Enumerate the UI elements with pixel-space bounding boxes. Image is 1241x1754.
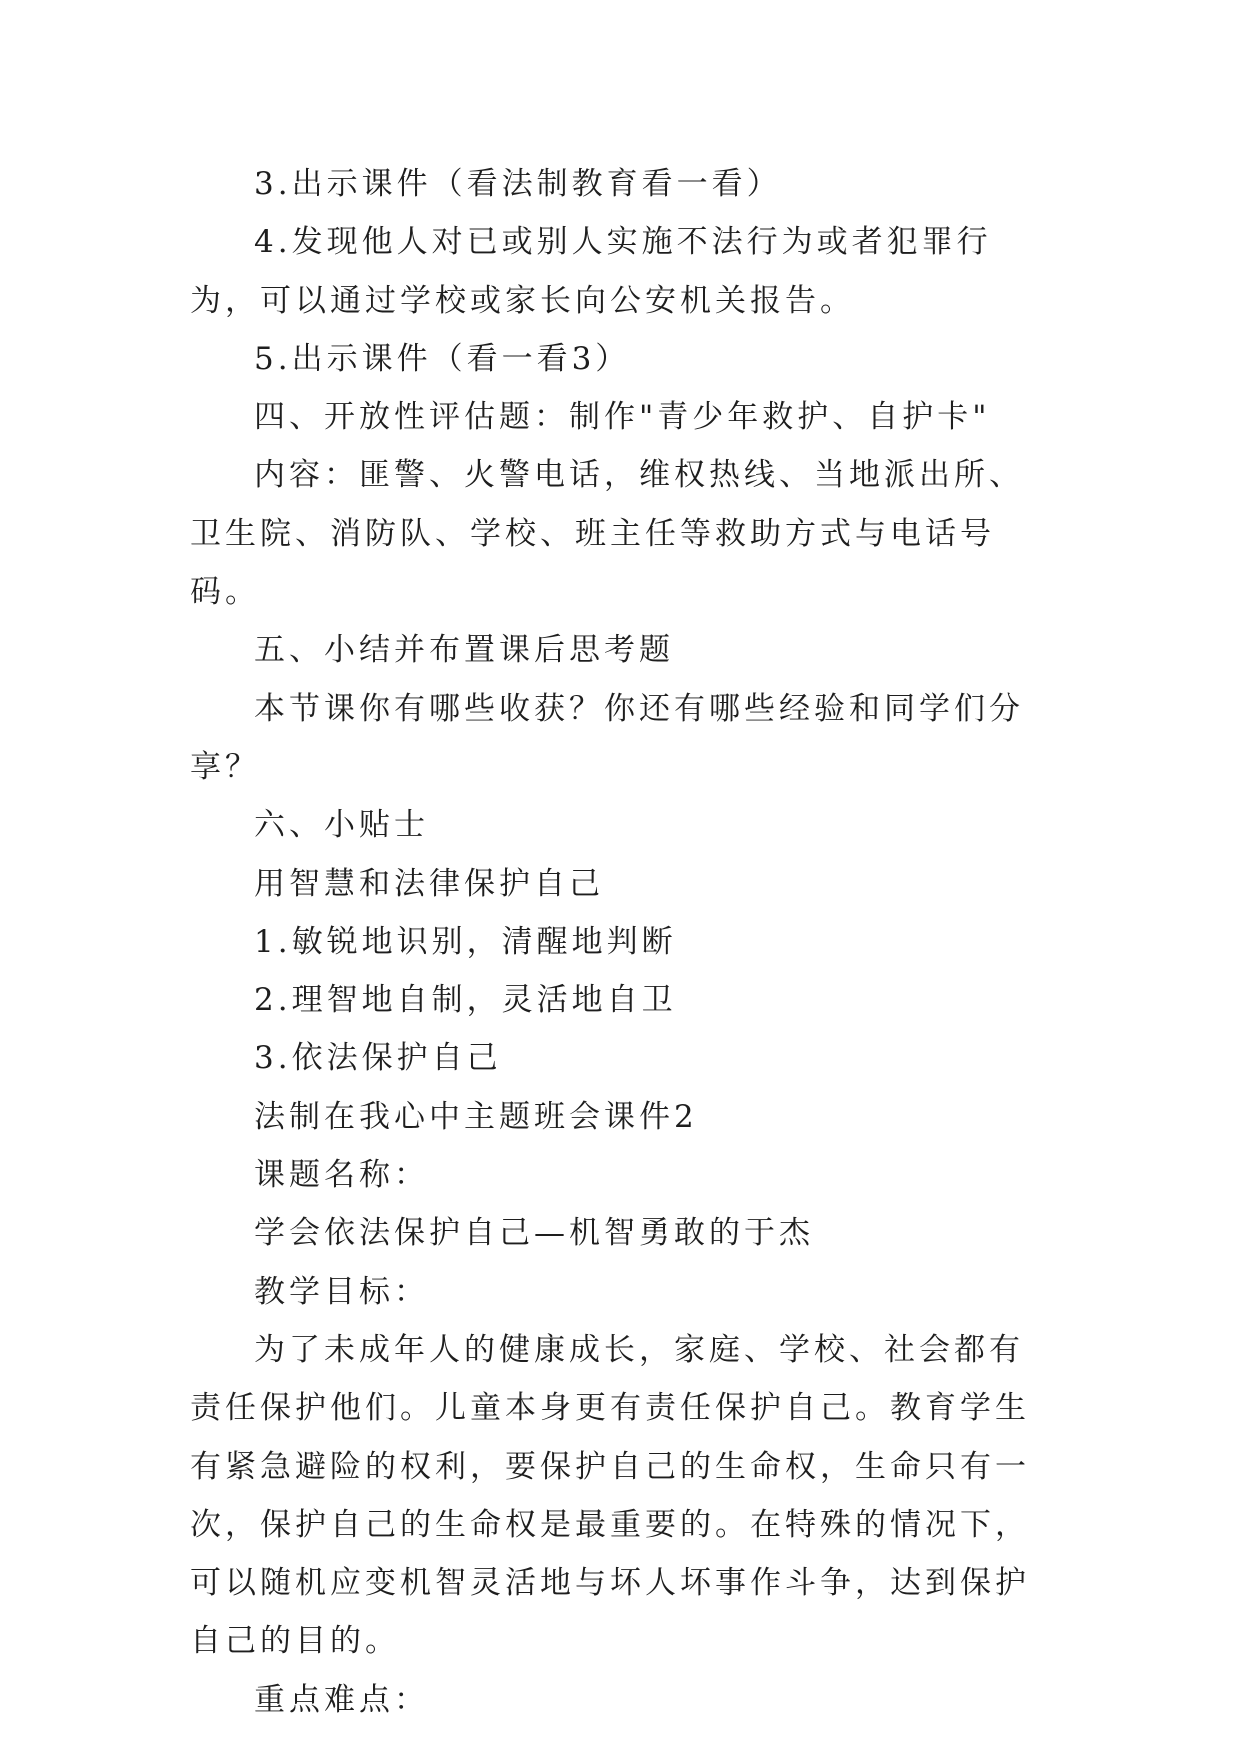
- paragraph-reflection-question: 本节课你有哪些收获？你还有哪些经验和同学们分享？: [190, 690, 1024, 785]
- paragraph-report-to-police: 4.发现他人对已或别人实施不法行为或者犯罪行为，可以通过学校或家长向公安机关报告。: [190, 224, 992, 319]
- paragraph-card-contents: 内容：匪警、火警电话，维权热线、当地派出所、卫生院、消防队、学校、班主任等救助方式与电话号码。: [190, 457, 1024, 611]
- list-item-tip-2: 2.理智地自制，灵活地自卫: [254, 982, 677, 1019]
- paragraph-tips-title: 用智慧和法律保护自己: [254, 865, 604, 902]
- document-body: [190, 155, 1050, 1729]
- heading-open-assessment: 四、开放性评估题：制作"青少年救护、自护卡": [254, 399, 991, 436]
- paragraph-lesson-name: 学会依法保护自己—机智勇敢的于杰: [254, 1215, 814, 1252]
- heading-summary: 五、小结并布置课后思考题: [254, 632, 674, 669]
- list-item-tip-1: 1.敏锐地识别，清醒地判断: [254, 923, 677, 960]
- heading-courseware-2: 法制在我心中主题班会课件2: [254, 1098, 698, 1135]
- heading-tips: 六、小贴士: [254, 807, 429, 844]
- list-item-tip-3: 3.依法保护自己: [254, 1040, 502, 1077]
- label-teaching-goals: 教学目标：: [254, 1273, 429, 1310]
- label-key-points: 重点难点：: [254, 1681, 429, 1718]
- label-lesson-name: 课题名称：: [254, 1157, 429, 1194]
- paragraph-courseware-3: 3.出示课件（看法制教育看一看）: [254, 166, 782, 202]
- paragraph-teaching-goals: 为了未成年人的健康成长，家庭、学校、社会都有责任保护他们。儿童本身更有责任保护自己。教育学生有紧急避险的权利，要保护自己的生命权，生命只有一次，保护自己的生命权是最重要的。在特殊的情况下，可以随机应变机智灵活地与坏人坏事作斗争，达到保护自己的目的。: [190, 1331, 1030, 1660]
- paragraph-courseware-5: 5.出示课件（看一看3）: [254, 340, 631, 377]
